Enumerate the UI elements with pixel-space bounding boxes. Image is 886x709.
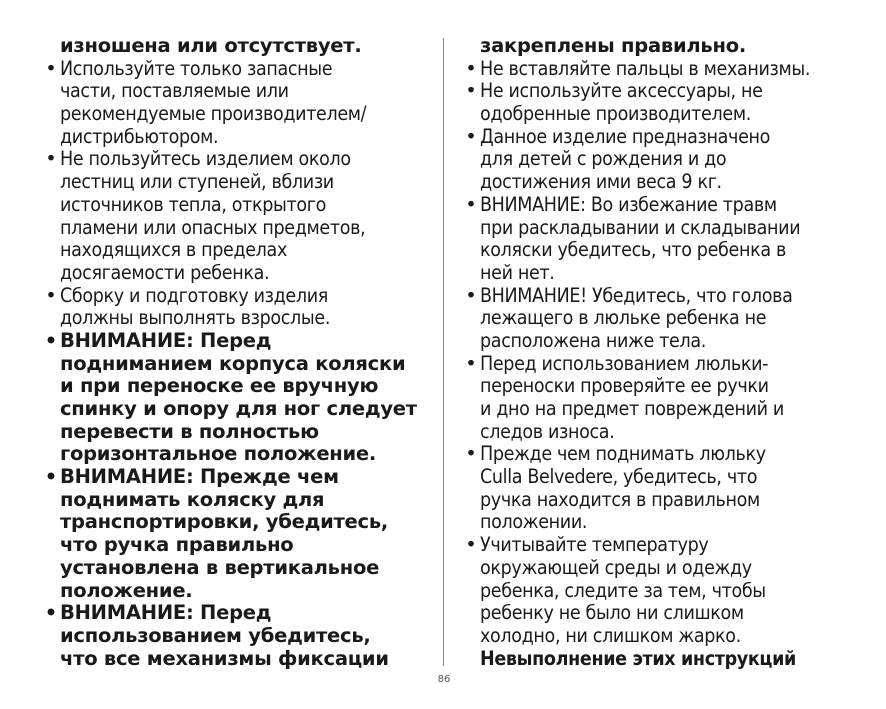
text-line: для детей с рождения и до bbox=[480, 147, 727, 171]
text-line: Прежде чем поднимать люльку bbox=[480, 442, 766, 466]
text-line: что ручка правильно bbox=[60, 533, 294, 557]
text-line: расположена ниже тела. bbox=[480, 328, 706, 352]
right-column bbox=[464, 35, 856, 670]
text-line: Не вставляйте пальцы в механизмы. bbox=[480, 56, 811, 80]
bullet-item bbox=[44, 466, 422, 602]
bullet-item bbox=[464, 126, 856, 194]
text-line: переноски проверяйте ее ручки bbox=[480, 374, 769, 398]
text-line: досягаемости ребенка. bbox=[60, 260, 270, 284]
bullet-marker: • bbox=[45, 283, 57, 307]
text-line: перевести в полностью bbox=[60, 419, 319, 443]
bullet-marker: • bbox=[465, 192, 477, 216]
bullet-item bbox=[464, 534, 856, 647]
bullet-item bbox=[464, 80, 856, 125]
text-line: достижения ими веса 9 кг. bbox=[480, 170, 722, 194]
text-line: холодно, ни слишком жарко. bbox=[480, 623, 741, 647]
text-line: Перед использованием люльки- bbox=[480, 351, 769, 375]
text-line: Culla Belvedere, убедитесь, что bbox=[480, 465, 758, 489]
bullet-item bbox=[44, 602, 422, 670]
bullet-marker: • bbox=[45, 147, 57, 171]
text-line: одобренные производителем. bbox=[480, 102, 751, 126]
text-line: лестниц или ступеней, вблизи bbox=[60, 170, 334, 194]
text-line: горизонтальное положение. bbox=[60, 442, 377, 466]
page-number: 86 bbox=[437, 674, 451, 685]
text-line: транспортировки, убедитесь, bbox=[60, 510, 389, 534]
bullet-marker: • bbox=[465, 79, 477, 103]
bullet-marker: • bbox=[465, 351, 477, 375]
bullet-item bbox=[464, 443, 856, 534]
text-line: ВНИМАНИЕ: Прежде чем bbox=[60, 465, 339, 489]
text-line: ней нет. bbox=[480, 260, 555, 284]
text-line: ВНИМАНИЕ: Перед bbox=[60, 328, 272, 352]
text-line: поднимать коляску для bbox=[60, 487, 325, 511]
text-line: ВНИМАНИЕ: Перед bbox=[60, 601, 272, 625]
text-line: Используйте только запасные bbox=[60, 56, 333, 80]
text-line: окружающей среды и одежду bbox=[480, 555, 752, 579]
bullet-marker: • bbox=[44, 328, 58, 352]
continuation-paragraph bbox=[464, 648, 856, 671]
text-line: рекомендуемые производителем/ bbox=[60, 102, 367, 126]
text-line: подниманием корпуса коляски bbox=[60, 351, 406, 375]
text-line: Не пользуйтесь изделием около bbox=[60, 147, 351, 171]
text-line: Сборку и подготовку изделия bbox=[60, 283, 328, 307]
bullet-item bbox=[464, 285, 856, 353]
text-line: спинку и опору для ног следует bbox=[60, 397, 417, 420]
bullet-marker: • bbox=[45, 56, 57, 80]
text-line: следов износа. bbox=[480, 419, 615, 443]
text-line: закреплены правильно. bbox=[480, 34, 747, 57]
bullet-marker: • bbox=[465, 283, 477, 307]
text-line: установлена в вертикальное bbox=[60, 555, 380, 579]
text-line: коляски убедитесь, что ребенка в bbox=[480, 238, 786, 262]
bullet-marker: • bbox=[465, 533, 477, 557]
bullet-marker: • bbox=[465, 124, 477, 148]
text-line: находящихся в пределах bbox=[60, 238, 287, 262]
text-line: пламени или опасных предметов, bbox=[60, 215, 366, 239]
text-line: ВНИМАНИЕ: Во избежание травм bbox=[480, 192, 777, 216]
text-line: ВНИМАНИЕ! Убедитесь, что голова bbox=[480, 283, 793, 307]
text-line: и дно на предмет повреждений и bbox=[480, 397, 784, 420]
text-line: должны выполнять взрослые. bbox=[60, 306, 331, 330]
text-line: изношена или отсутствует. bbox=[60, 34, 362, 57]
text-line: дистрибьютором. bbox=[60, 124, 219, 148]
bullet-item bbox=[464, 353, 856, 444]
text-line: положение. bbox=[60, 578, 193, 602]
text-line: при раскладывании и складывании bbox=[480, 215, 801, 239]
bullet-item bbox=[44, 285, 422, 330]
bullet-marker: • bbox=[44, 601, 58, 625]
text-line: части, поставляемые или bbox=[60, 79, 289, 103]
text-line: Невыполнение этих инструкций bbox=[480, 646, 796, 670]
bullet-marker: • bbox=[44, 465, 58, 489]
text-line: источников тепла, открытого bbox=[60, 192, 327, 216]
bullet-item bbox=[44, 58, 422, 149]
bullet-item bbox=[44, 330, 422, 466]
bullet-marker: • bbox=[465, 442, 477, 466]
bullet-item bbox=[464, 194, 856, 285]
text-line: ручка находится в правильном bbox=[480, 487, 760, 511]
text-line: Учитывайте температуру bbox=[480, 533, 709, 557]
text-line: положении. bbox=[480, 510, 588, 534]
text-line: Не используйте аксессуары, не bbox=[480, 79, 763, 103]
bullet-item bbox=[44, 148, 422, 284]
text-line: ребенку не было ни слишком bbox=[480, 601, 744, 625]
column-divider bbox=[443, 38, 444, 666]
text-line: лежащего в люльке ребенка не bbox=[480, 306, 767, 330]
text-line: что все механизмы фиксации bbox=[60, 646, 389, 670]
bullet-marker: • bbox=[465, 56, 477, 80]
text-line: использованием убедитесь, bbox=[60, 623, 371, 647]
left-column bbox=[44, 35, 422, 670]
text-line: и при переноске ее вручную bbox=[60, 374, 379, 398]
continuation-paragraph bbox=[464, 35, 856, 58]
continuation-paragraph bbox=[44, 35, 422, 58]
text-line: ребенка, следите за тем, чтобы bbox=[480, 578, 766, 602]
text-line: Данное изделие предназначено bbox=[480, 124, 771, 148]
bullet-item bbox=[464, 58, 856, 81]
